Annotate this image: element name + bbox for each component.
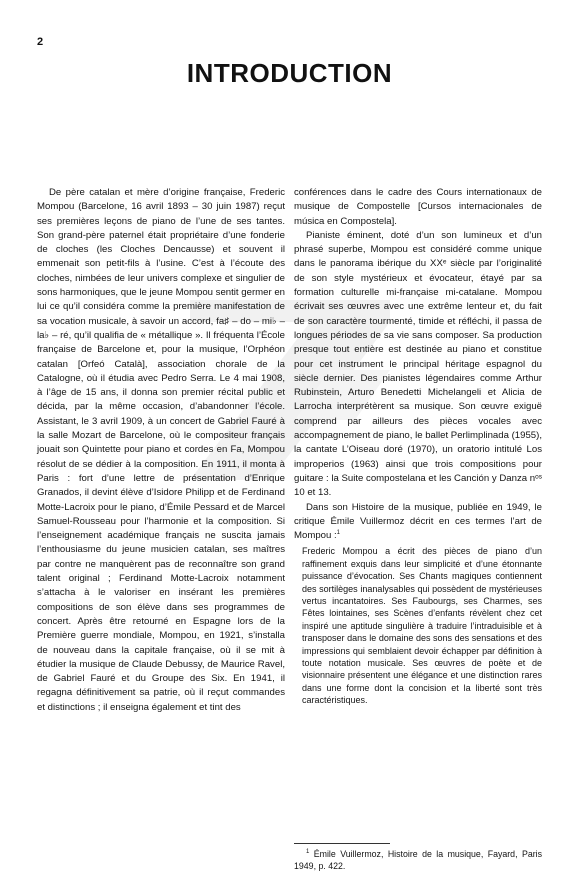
body-paragraph-text: Dans son Histoire de la musique, publiée en 1949, le critique Émile Vuillermoz décrit en ces termes l’art de Mompou : bbox=[294, 501, 542, 542]
right-column bbox=[294, 186, 542, 872]
footnote-divider bbox=[294, 843, 390, 844]
body-paragraph: Pianiste éminent, doté d’un son lumineux et d’un phrasé superbe, Mompou est considéré comme unique dans le panorama ibérique du XXᵉ siècle par l’originalité de son style mystérieux et évocateur, étayé par sa formation culturelle mi-française mi-catalane. Mompou écrivait ses œuvres avec une extrême lenteur et, du fait de son caractère tourmenté, timide et réfléchi, il passa de longues périodes de sa vie sans composer. Sa production presque tout entière est destinée au piano et constitue pour cet instrument le principal héritage espagnol du siècle dernier. Des pianistes légendaires comme Arthur Rubinstein, Arturo Benedetti Michelangeli et Alicia de Larrocha interprétèrent sa musique. Son œuvre exiguë comprend par ailleurs des pièces vocales avec accompagnement de piano, le ballet Perlimplinada (1955), la cantate L’Oiseau doré (1970), un oratorio intitulé Los improperios (1963) ainsi que trois compositions pour guitare : la Suite compostelana et les Canción y Danza nᵒˢ 10 et 13. bbox=[294, 229, 542, 499]
footnote-marker: 1 bbox=[336, 529, 341, 536]
left-column bbox=[37, 186, 285, 715]
footnote bbox=[294, 848, 542, 872]
body-paragraph: De père catalan et mère d’origine française, Frederic Mompou (Barcelone, 16 avril 1893 – 30 juin 1987) reçut ses premières leçons de piano de l’une de ses tantes. Son grand-père paternel était propriétaire d’une fonderie de cloches (les Cloches Dencausse) et souvent il emmenait son petit-fils à l’usine. C’est à l’écoute des cloches, nimbées de leur univers complexe et singulier de sons harmoniques, que le jeune Mompou sentit germer en lui ce qu’il considéra comme la première manifestation de sa vocation musicale, à savoir un accord, fa♯ – do – mi♭ – la♭ – ré, qu’il qualifia de « métallique ». Il fréquenta l’École française de Barcelone et, pour la musique, l’Orphéon catalan [Orfeó Català], association chorale de la Catalogne, où il étudia avec Pedro Serra. Le 4 mai 1908, à l’âge de 15 ans, il donna son premier récital public et décida, par la même occasion, d’abandonner l’école. Assistant, le 3 avril 1909, à un concert de Gabriel Fauré à la salle Mozart de Barcelone, où le compositeur français jouait son Quintette pour piano et cordes en Fa, Mompou résolut de se dédier à la composition. En 1911, il monta à Paris : fort d’une lettre de présentation d’Enrique Granados, il devint élève d’Isidore Philipp et de Ferdinand Motte-Lacroix pour le piano, d’Émile Pessard et de Marcel Samuel-Rousseau pour l’harmonie et la composition. Si l’enseignement académique français ne suscita jamais l’enthousiasme du jeune musicien catalan, ses maîtres par contre ne manquèrent pas de reconnaître son grand talent original ; Ferdinand Motte-Lacroix notamment s’attacha à le valoriser en insérant les premières compositions de son élève dans ses programmes de concert. Après être retourné en Espagne lors de la Première guerre mondiale, Mompou, en 1921, s’installa de nouveau dans la capitale française, où il se mit à étudier la musique de Claude Debussy, de Maurice Ravel, de Gabriel Fauré et du Groupe des Six. En 1941, il regagna définitivement sa patrie, où il reçut commandes et distinctions ; il enseigna également et tint des bbox=[37, 187, 285, 713]
body-paragraph bbox=[294, 501, 542, 544]
footnote-text: Émile Vuillermoz, Histoire de la musique, Fayard, Paris 1949, p. 422. bbox=[294, 848, 542, 871]
block-quote: Frederic Mompou a écrit des pièces de piano d’un raffinement exquis dans leur simplicité et d’une étonnante puissance d’évocation. Ses Chants magiques contiennent des sortilèges inanalysables qui possèdent de mystérieuses vertus incantatoires. Ses Faubourgs, ses Charmes, ses Fêtes lointaines, ses Scènes d’enfants révèlent chez cet inspiré une aptitude singulière à traduire l’intraduisible et à transposer dans le domaine des sons des sensations et des impressions qui semblaient devoir échapper par définition à toute notation musicale. Ses œuvres de poète et de visionnaire présentent une élégance et une distinction rares dans une forme dont la concision et la liberté sont très caractéristiques. bbox=[302, 546, 542, 706]
page-number: 2 bbox=[37, 36, 44, 48]
body-paragraph-continuation: conférences dans le cadre des Cours internationaux de musique de Compostelle [Cursos internacionales de música en Compostela]. bbox=[294, 187, 542, 227]
page-title: INTRODUCTION bbox=[186, 58, 393, 88]
footnote-number: 1 bbox=[306, 848, 310, 855]
